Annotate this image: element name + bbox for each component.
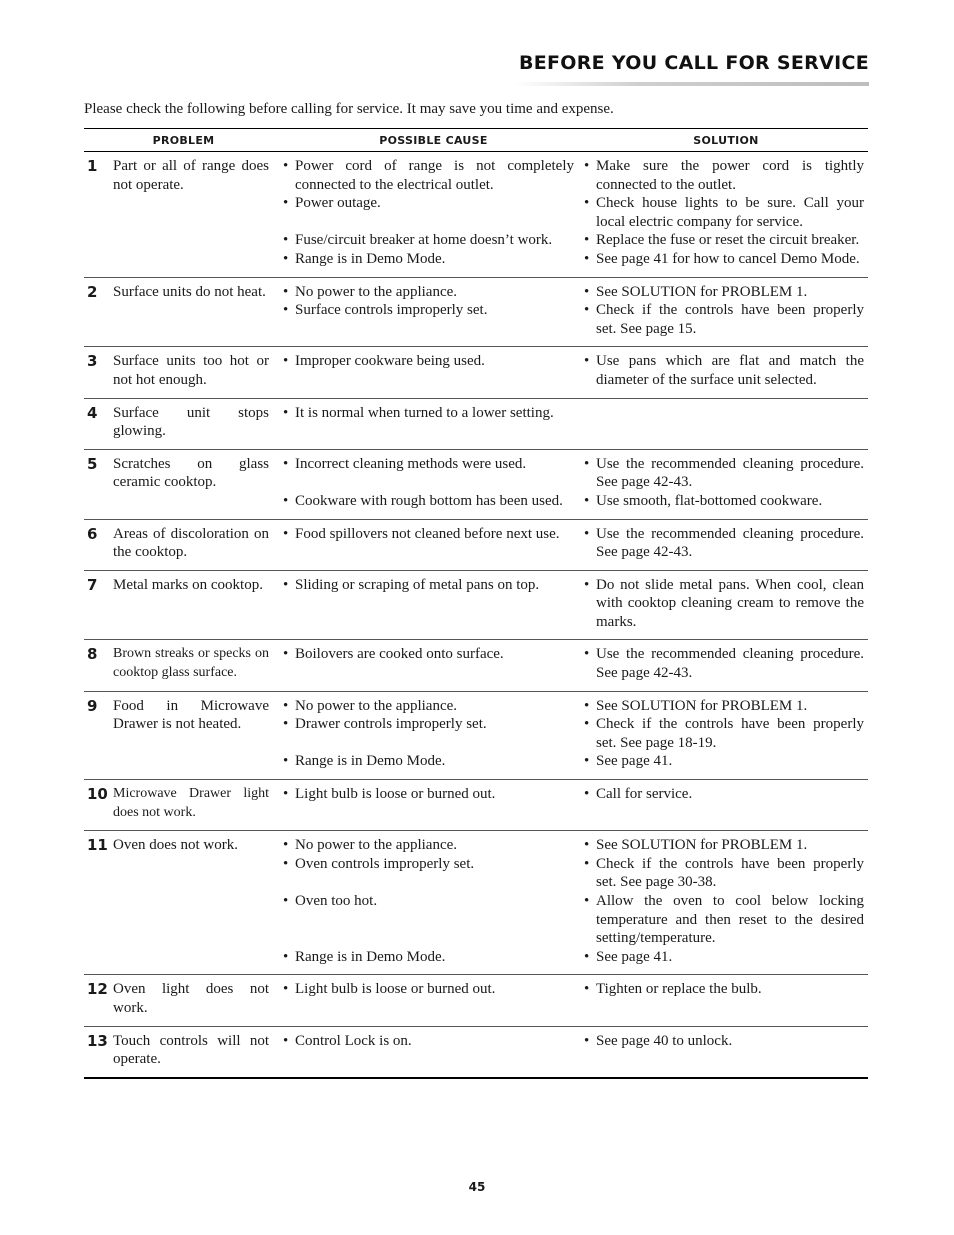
problem-number: 10 — [84, 780, 113, 831]
cause-item: • Sliding or scraping of metal pans on top. — [283, 576, 574, 595]
solution-cell — [584, 780, 868, 831]
table-row — [84, 347, 868, 398]
table-row — [84, 831, 868, 975]
problem-number: 8 — [84, 640, 113, 691]
solution-item: • See SOLUTION for PROBLEM 1. — [584, 697, 864, 716]
cause-item: • Improper cookware being used. — [283, 352, 574, 371]
problem-number: 4 — [84, 398, 113, 449]
solution-cell — [584, 640, 868, 691]
cause-cell — [283, 570, 584, 640]
solution-item: • See page 41 for how to cancel Demo Mode. — [584, 250, 864, 269]
solution-item: • Allow the oven to cool below locking temperature and then reset to the desired setting/temperature. — [584, 892, 864, 948]
column-header-cause: POSSIBLE CAUSE — [283, 129, 584, 152]
problem-number: 6 — [84, 519, 113, 570]
solution-item: • Check house lights to be sure. Call your local electric company for service. — [584, 194, 864, 231]
table-row — [84, 1026, 868, 1078]
problem-text: Food in Microwave Drawer is not heated. — [113, 691, 283, 779]
solution-item: • See page 41. — [584, 948, 864, 967]
problem-text: Oven light does not work. — [113, 975, 283, 1026]
solution-item: • Use the recommended cleaning procedure. See page 42-43. — [584, 455, 864, 492]
cause-cell — [283, 975, 584, 1026]
problem-text: Brown streaks or specks on cooktop glass surface. — [113, 640, 283, 691]
cause-item: • Control Lock is on. — [283, 1032, 574, 1051]
cause-item: • Light bulb is loose or burned out. — [283, 980, 574, 999]
column-header-problem: PROBLEM — [84, 129, 283, 152]
solution-item: • See page 41. — [584, 752, 864, 771]
solution-cell — [584, 347, 868, 398]
solution-cell — [584, 277, 868, 347]
intro-text: Please check the following before calling for service. It may save you time and expense. — [84, 101, 614, 117]
cause-cell — [283, 640, 584, 691]
problem-text: Surface units do not heat. — [113, 277, 283, 347]
table-row — [84, 519, 868, 570]
cause-item: • Boilovers are cooked onto surface. — [283, 645, 574, 664]
cause-cell — [283, 277, 584, 347]
cause-item: • Surface controls improperly set. — [283, 301, 574, 320]
solution-cell — [584, 975, 868, 1026]
cause-cell — [283, 347, 584, 398]
cause-item: • Oven too hot. — [283, 892, 574, 911]
cause-item: • Range is in Demo Mode. — [283, 948, 574, 967]
column-header-solution: SOLUTION — [584, 129, 868, 152]
solution-item: • Check if the controls have been properly set. See page 30-38. — [584, 855, 864, 892]
cause-cell — [283, 1026, 584, 1078]
cause-cell — [283, 691, 584, 779]
cause-item: • No power to the appliance. — [283, 836, 574, 855]
cause-item: • Range is in Demo Mode. — [283, 752, 574, 771]
cause-item: • Cookware with rough bottom has been used. — [283, 492, 574, 511]
table-header — [84, 129, 868, 152]
problem-number: 11 — [84, 831, 113, 975]
cause-item: • Oven controls improperly set. — [283, 855, 574, 874]
cause-cell — [283, 519, 584, 570]
cause-item: • Fuse/circuit breaker at home doesn’t work. — [283, 231, 574, 250]
solution-item: • Make sure the power cord is tightly connected to the outlet. — [584, 157, 864, 194]
cause-cell — [283, 780, 584, 831]
cause-item: • Food spillovers not cleaned before next use. — [283, 525, 574, 544]
problem-text: Surface units too hot or not hot enough. — [113, 347, 283, 398]
table-row — [84, 691, 868, 779]
solution-cell — [584, 398, 868, 449]
cause-cell — [283, 398, 584, 449]
cause-cell — [283, 152, 584, 278]
problem-number: 12 — [84, 975, 113, 1026]
problem-text: Scratches on glass ceramic cooktop. — [113, 449, 283, 519]
problem-number: 7 — [84, 570, 113, 640]
solution-item: • Check if the controls have been properly set. See page 18-19. — [584, 715, 864, 752]
table-row — [84, 449, 868, 519]
solution-cell — [584, 519, 868, 570]
service-table — [84, 128, 868, 1079]
problem-text: Areas of discoloration on the cooktop. — [113, 519, 283, 570]
problem-number: 5 — [84, 449, 113, 519]
solution-item: • Use smooth, flat-bottomed cookware. — [584, 492, 864, 511]
table-row — [84, 780, 868, 831]
problem-text: Oven does not work. — [113, 831, 283, 975]
problem-text: Part or all of range does not operate. — [113, 152, 283, 278]
problem-text: Surface unit stops glowing. — [113, 398, 283, 449]
solution-item: • See SOLUTION for PROBLEM 1. — [584, 283, 864, 302]
problem-text: Touch controls will not operate. — [113, 1026, 283, 1078]
problem-number: 9 — [84, 691, 113, 779]
table-row — [84, 398, 868, 449]
cause-cell — [283, 831, 584, 975]
problem-number: 3 — [84, 347, 113, 398]
solution-cell — [584, 831, 868, 975]
problem-text: Microwave Drawer light does not work. — [113, 780, 283, 831]
cause-item: • Power outage. — [283, 194, 574, 213]
cause-item: • No power to the appliance. — [283, 283, 574, 302]
solution-item: • Replace the fuse or reset the circuit breaker. — [584, 231, 864, 250]
cause-item: • Power cord of range is not completely connected to the electrical outlet. — [283, 157, 574, 194]
cause-item: • It is normal when turned to a lower setting. — [283, 404, 574, 423]
solution-item: • Tighten or replace the bulb. — [584, 980, 864, 999]
solution-item: • Do not slide metal pans. When cool, clean with cooktop cleaning cream to remove the marks. — [584, 576, 864, 632]
solution-item: • See SOLUTION for PROBLEM 1. — [584, 836, 864, 855]
solution-cell — [584, 570, 868, 640]
problem-number: 2 — [84, 277, 113, 347]
cause-item: • Light bulb is loose or burned out. — [283, 785, 574, 804]
table-row — [84, 640, 868, 691]
cause-cell — [283, 449, 584, 519]
problem-number: 13 — [84, 1026, 113, 1078]
solution-item: • Use the recommended cleaning procedure. See page 42-43. — [584, 525, 864, 562]
cause-item: • Range is in Demo Mode. — [283, 250, 574, 269]
solution-item: • See page 40 to unlock. — [584, 1032, 864, 1051]
solution-cell — [584, 449, 868, 519]
solution-item: • Use the recommended cleaning procedure. See page 42-43. — [584, 645, 864, 682]
page-number: 45 — [468, 1180, 486, 1194]
cause-item: • Incorrect cleaning methods were used. — [283, 455, 574, 474]
cause-item: • No power to the appliance. — [283, 697, 574, 716]
cause-item: • Drawer controls improperly set. — [283, 715, 574, 734]
solution-cell — [584, 691, 868, 779]
problem-number: 1 — [84, 152, 113, 278]
problem-text: Metal marks on cooktop. — [113, 570, 283, 640]
solution-item: • Call for service. — [584, 785, 864, 804]
solution-item: • Use pans which are flat and match the diameter of the surface unit selected. — [584, 352, 864, 389]
title-rule — [514, 82, 869, 86]
solution-cell — [584, 152, 868, 278]
page-title: BEFORE YOU CALL FOR SERVICE — [518, 52, 869, 74]
solution-cell — [584, 1026, 868, 1078]
table-row — [84, 277, 868, 347]
table-row — [84, 152, 868, 278]
table-row — [84, 570, 868, 640]
table-row — [84, 975, 868, 1026]
solution-item: • Check if the controls have been properly set. See page 15. — [584, 301, 864, 338]
